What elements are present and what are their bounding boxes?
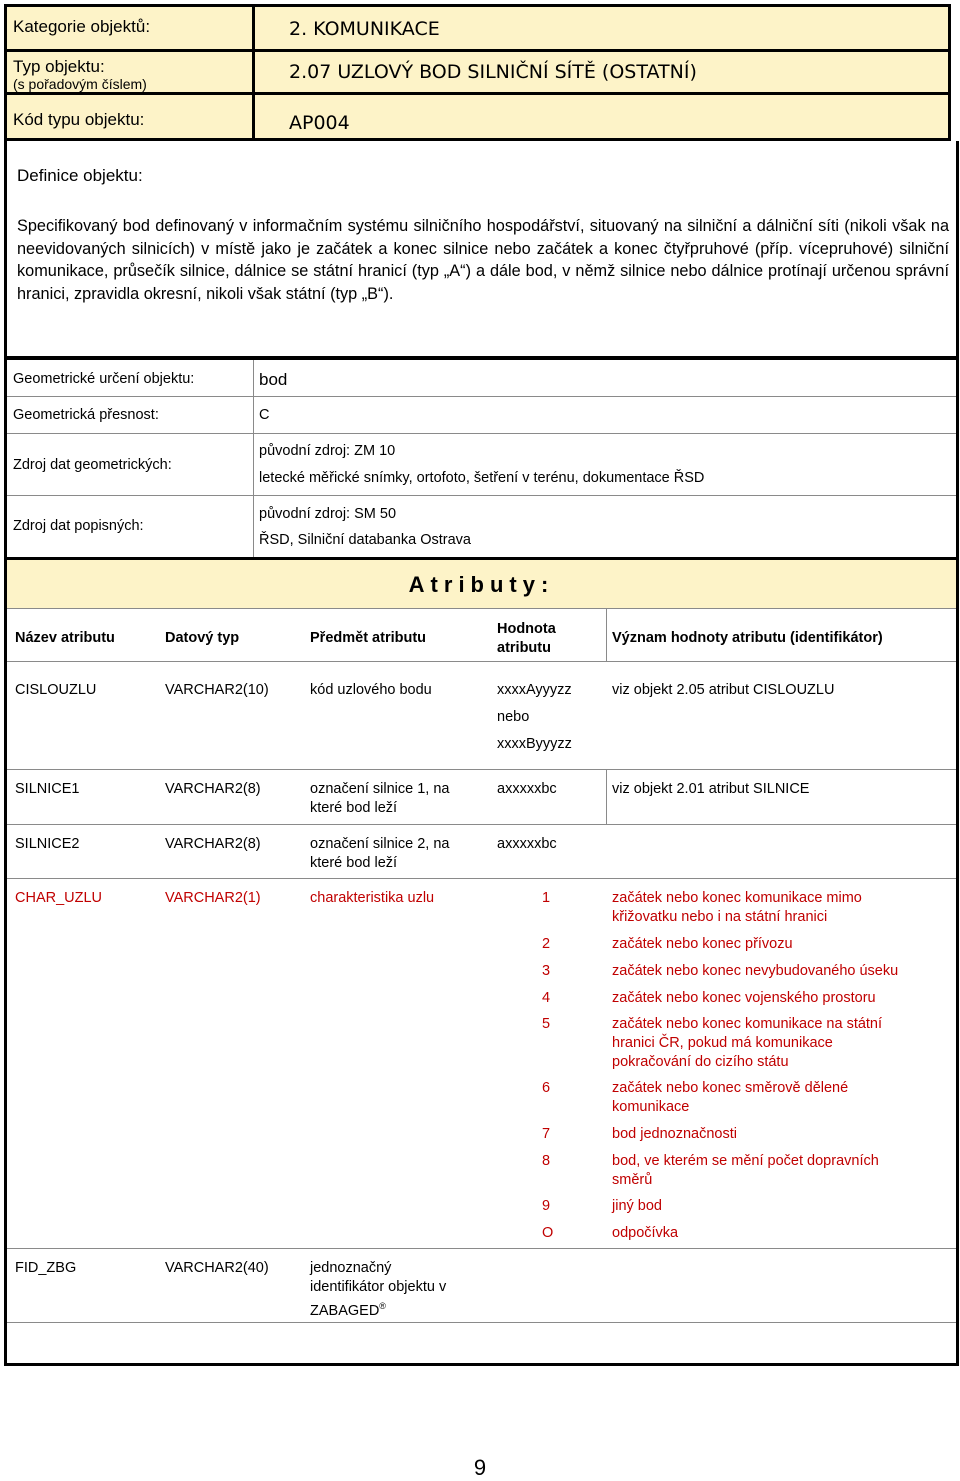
cislouzlu-subject: kód uzlového bodu: [310, 682, 432, 698]
char-uzlu-meaning: pokračování do cizího státu: [612, 1054, 789, 1070]
attributes-banner: [7, 560, 956, 609]
char-uzlu-meaning: komunikace: [612, 1099, 690, 1115]
geo-source-line2: letecké měřické snímky, ortofoto, šetření v terénu, dokumentace ŘSD: [259, 470, 705, 486]
silnice1-subject-1: označení silnice 1, na: [310, 781, 450, 797]
definition-section: [4, 141, 959, 359]
char-uzlu-code: 7: [542, 1126, 551, 1142]
geometry-divider: [253, 360, 254, 557]
attributes-section: [4, 560, 959, 1366]
attr-col-line: [606, 769, 607, 824]
attributes-title: Atributy:: [408, 572, 555, 597]
silnice1-name: SILNICE1: [15, 781, 80, 797]
cislouzlu-value-2: nebo: [497, 709, 530, 725]
char-uzlu-code: 2: [542, 936, 551, 952]
attr-row-line: [7, 769, 956, 770]
char-uzlu-meaning: začátek nebo konec směrově dělené: [612, 1080, 849, 1096]
geometry-row-line: [7, 433, 956, 434]
code-label: Kód typu objektu:: [13, 110, 145, 129]
cislouzlu-meaning: viz objekt 2.05 atribut CISLOUZLU: [612, 682, 835, 698]
cislouzlu-name: CISLOUZLU: [15, 682, 97, 698]
silnice2-name: SILNICE2: [15, 836, 80, 852]
char-uzlu-meaning: hranici ČR, pokud má komunikace: [612, 1035, 833, 1051]
attr-row-line: [7, 661, 956, 662]
category-label: Kategorie objektů:: [13, 17, 151, 36]
fid-zbg-subject-1: jednoznačný: [310, 1260, 392, 1276]
silnice1-type: VARCHAR2(8): [165, 781, 261, 797]
fid-zbg-name: FID_ZBG: [15, 1260, 77, 1276]
geo-source-line1: původní zdroj: ZM 10: [259, 443, 396, 459]
char-uzlu-meaning: jiný bod: [612, 1198, 662, 1214]
geometry-accuracy-label: Geometrická přesnost:: [13, 407, 159, 423]
silnice2-subject-1: označení silnice 2, na: [310, 836, 450, 852]
registered-mark: ®: [379, 1301, 386, 1311]
col-header-subject: Předmět atributu: [310, 630, 427, 646]
geometry-row-line: [7, 396, 956, 397]
geometry-row-line: [7, 495, 956, 496]
col-header-value-1: Hodnota: [497, 621, 556, 637]
char-uzlu-code: 3: [542, 963, 551, 979]
desc-source-label: Zdroj dat popisných:: [13, 518, 144, 534]
char-uzlu-meaning: bod, ve kterém se mění počet dopravních: [612, 1153, 879, 1169]
char-uzlu-meaning: směrů: [612, 1172, 653, 1188]
char-uzlu-meaning: bod jednoznačnosti: [612, 1126, 737, 1142]
char-uzlu-meaning: začátek nebo konec nevybudovaného úseku: [612, 963, 899, 979]
char-uzlu-meaning: začátek nebo konec komunikace na státní: [612, 1016, 883, 1032]
geometry-determination-value: bod: [259, 370, 288, 389]
header-row-type: [7, 52, 948, 95]
cislouzlu-value-3: xxxxByyyzz: [497, 736, 572, 752]
attr-row-line: [7, 1322, 956, 1323]
char-uzlu-code: 9: [542, 1198, 551, 1214]
object-header: [4, 4, 951, 141]
cislouzlu-value-1: xxxxAyyyzz: [497, 682, 572, 698]
char-uzlu-code: 8: [542, 1153, 551, 1169]
char-uzlu-meaning: začátek nebo konec komunikace mimo: [612, 890, 862, 906]
cislouzlu-type: VARCHAR2(10): [165, 682, 269, 698]
silnice1-subject-2: které bod leží: [310, 800, 398, 816]
silnice2-value: axxxxxbc: [497, 836, 557, 852]
attr-row-line: [7, 878, 956, 879]
col-header-name: Název atributu: [15, 630, 115, 646]
silnice2-subject-2: které bod leží: [310, 855, 398, 871]
char-uzlu-subject: charakteristika uzlu: [310, 890, 435, 906]
type-value: 2.07 UZLOVÝ BOD SILNIČNÍ SÍTĚ (OSTATNÍ): [289, 61, 697, 83]
definition-title: Definice objektu:: [17, 166, 143, 185]
fid-zbg-subject-3: [310, 1297, 386, 1320]
char-uzlu-code: 5: [542, 1016, 551, 1032]
attr-row-line: [7, 824, 956, 825]
header-row-category: [7, 7, 948, 52]
page-number: 9: [473, 1455, 487, 1480]
geometry-accuracy-value: C: [259, 407, 270, 423]
char-uzlu-code: O: [542, 1225, 554, 1241]
char-uzlu-meaning: odpočívka: [612, 1225, 679, 1241]
header-row-code: [7, 95, 948, 138]
desc-source-line1: původní zdroj: SM 50: [259, 506, 397, 522]
fid-zbg-subject-2: identifikátor objektu v: [310, 1279, 447, 1295]
fid-zbg-type: VARCHAR2(40): [165, 1260, 269, 1276]
silnice2-type: VARCHAR2(8): [165, 836, 261, 852]
char-uzlu-code: 1: [542, 890, 551, 906]
geometry-section: [4, 357, 959, 560]
char-uzlu-meaning: začátek nebo konec vojenského prostoru: [612, 990, 876, 1006]
type-label: Typ objektu:: [13, 57, 105, 76]
col-header-meaning: Význam hodnoty atributu (identifikátor): [612, 630, 883, 646]
col-header-type: Datový typ: [165, 630, 240, 646]
definition-text: Specifikovaný bod definovaný v informačním systému silničního hospodářství, situovaný na silniční a dálniční síti (nikoli však na neevidovaných silnicích) v místě jako je začátek a konec silnice nebo začátek a konec čtyřpruhové (příp. vícepruhové) silniční komunikace, průsečík silnice, dálnice se státní hranicí (typ „A“) a dále bod, v němž silnice nebo dálnice protínají určenou správní hranici, zpravidla okresní, nikoli však státní (typ „B“).: [17, 217, 949, 304]
attr-col-line: [606, 608, 607, 661]
geo-source-label: Zdroj dat geometrických:: [13, 457, 172, 473]
char-uzlu-name: CHAR_UZLU: [15, 890, 103, 906]
char-uzlu-code: 4: [542, 990, 551, 1006]
char-uzlu-type: VARCHAR2(1): [165, 890, 261, 906]
silnice1-meaning: viz objekt 2.01 atribut SILNICE: [612, 781, 810, 797]
char-uzlu-meaning: křižovatku nebo i na státní hranici: [612, 909, 828, 925]
code-value: AP004: [289, 112, 350, 134]
char-uzlu-meaning: začátek nebo konec přívozu: [612, 936, 793, 952]
type-sublabel: (s pořadovým číslem): [13, 76, 147, 92]
col-header-value-2: atributu: [497, 640, 551, 656]
attr-row-line: [7, 1248, 956, 1249]
category-value: 2. KOMUNIKACE: [289, 18, 440, 40]
char-uzlu-code: 6: [542, 1080, 551, 1096]
fid-zbg-subject-3-text: ZABAGED: [310, 1302, 380, 1319]
silnice1-value: axxxxxbc: [497, 781, 557, 797]
geometry-determination-label: Geometrické určení objektu:: [13, 371, 195, 387]
desc-source-line2: ŘSD, Silniční databanka Ostrava: [259, 532, 471, 548]
